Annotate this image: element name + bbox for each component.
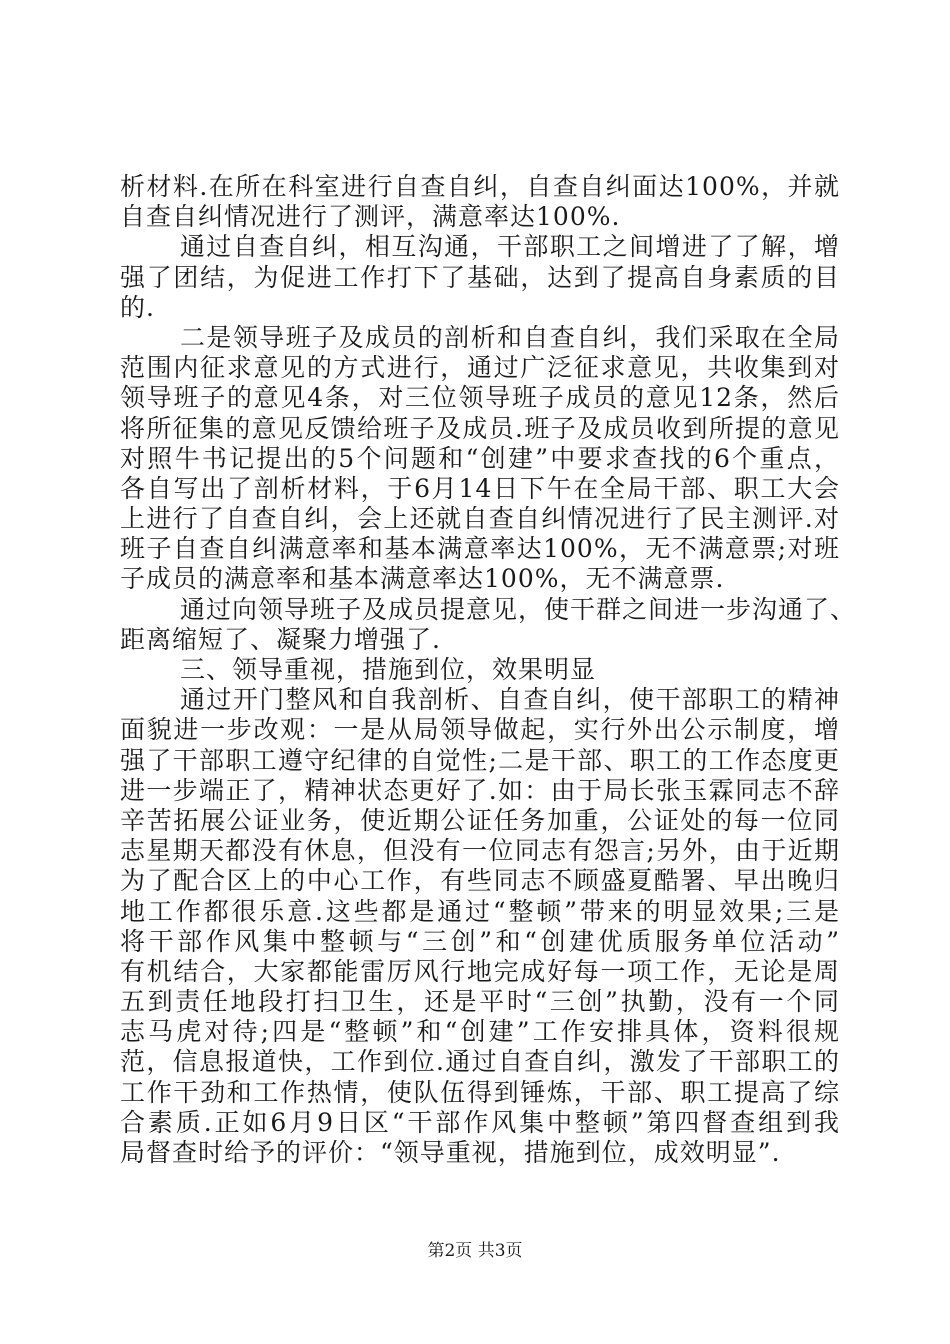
paragraph-line: 领导班子的意见4条，对三位领导班子成员的意见12条，然后	[120, 383, 840, 413]
paragraph-line: 为了配合区上的中心工作，有些同志不顾盛夏酷署、早出晚归	[120, 866, 840, 896]
paragraph-line: 子成员的满意率和基本满意率达100%，无不满意票.	[120, 564, 725, 594]
page-footer: 第2页 共3页	[427, 1241, 523, 1261]
paragraph-line: 析材料.在所在科室进行自查自纠，自查自纠面达100%，并就	[120, 172, 840, 201]
paragraph-first-line: 通过开门整风和自我剖析、自查自纠，使干部职工的精神	[180, 685, 840, 715]
paragraph-line: 进一步端正了，精神状态更好了.如：由于局长张玉霖同志不辞	[120, 775, 840, 805]
paragraph-line: 合素质.正如6月9日区“干部作风集中整顿”第四督查组到我	[120, 1107, 840, 1137]
paragraph-line: 面貌进一步改观：一是从局领导做起，实行外出公示制度，增	[120, 715, 840, 745]
paragraph-line: 对照牛书记提出的5个问题和“创建”中要求查找的6个重点，	[120, 443, 840, 473]
paragraph-line: 的.	[120, 292, 155, 322]
document-body	[120, 172, 857, 1168]
paragraph-first-line: 二是领导班子及成员的剖析和自查自纠，我们采取在全局	[180, 322, 840, 352]
paragraph-line: 强了干部职工遵守纪律的自觉性;二是干部、职工的工作态度更	[120, 745, 840, 775]
paragraph-line: 强了团结，为促进工作打下了基础，达到了提高自身素质的目	[120, 262, 840, 292]
paragraph-first-line: 三、领导重视，措施到位，效果明显	[180, 655, 597, 684]
paragraph-first-line: 通过自查自纠，相互沟通，干部职工之间增进了了解，增	[180, 232, 840, 262]
paragraph-line: 有机结合，大家都能雷厉风行地完成好每一项工作，无论是周	[120, 956, 840, 986]
paragraph-line: 范围内征求意见的方式进行，通过广泛征求意见，共收集到对	[120, 353, 840, 383]
paragraph-line: 距离缩短了、凝聚力增强了.	[120, 624, 441, 654]
paragraph-line: 地工作都很乐意.这些都是通过“整顿”带来的明显效果;三是	[120, 896, 840, 926]
paragraph-line: 将所征集的意见反馈给班子及成员.班子及成员收到所提的意见	[120, 413, 840, 443]
paragraph-line: 五到责任地段打扫卫生，还是平时“三创”执勤，没有一个同	[120, 987, 840, 1017]
paragraph-line: 班子自查自纠满意率和基本满意率达100%，无不满意票;对班	[120, 534, 840, 564]
paragraph-line: 局督查时给予的评价：“领导重视，措施到位，成效明显”.	[120, 1138, 781, 1167]
paragraph-line: 将干部作风集中整顿与“三创”和“创建优质服务单位活动”	[120, 926, 840, 956]
paragraph-line: 各自写出了剖析材料，于6月14日下午在全局干部、职工大会	[120, 473, 840, 503]
paragraph-line: 范，信息报道快，工作到位.通过自查自纠，激发了干部职工的	[120, 1047, 840, 1077]
paragraph-first-line: 通过向领导班子及成员提意见，使干群之间进一步沟通了、	[180, 594, 857, 624]
paragraph-line: 志星期天都没有休息，但没有一位同志有怨言;另外，由于近期	[120, 836, 840, 866]
paragraph-line: 自查自纠情况进行了测评，满意率达100%.	[120, 202, 621, 232]
paragraph-line: 工作干劲和工作热情，使队伍得到锤炼，干部、职工提高了综	[120, 1077, 840, 1107]
paragraph-line: 志马虎对待;四是“整顿”和“创建”工作安排具体，资料很规	[120, 1017, 840, 1047]
paragraph-line: 辛苦拓展公证业务，使近期公证任务加重，公证处的每一位同	[120, 805, 840, 835]
paragraph-line: 上进行了自查自纠，会上还就自查自纠情况进行了民主测评.对	[120, 504, 840, 534]
